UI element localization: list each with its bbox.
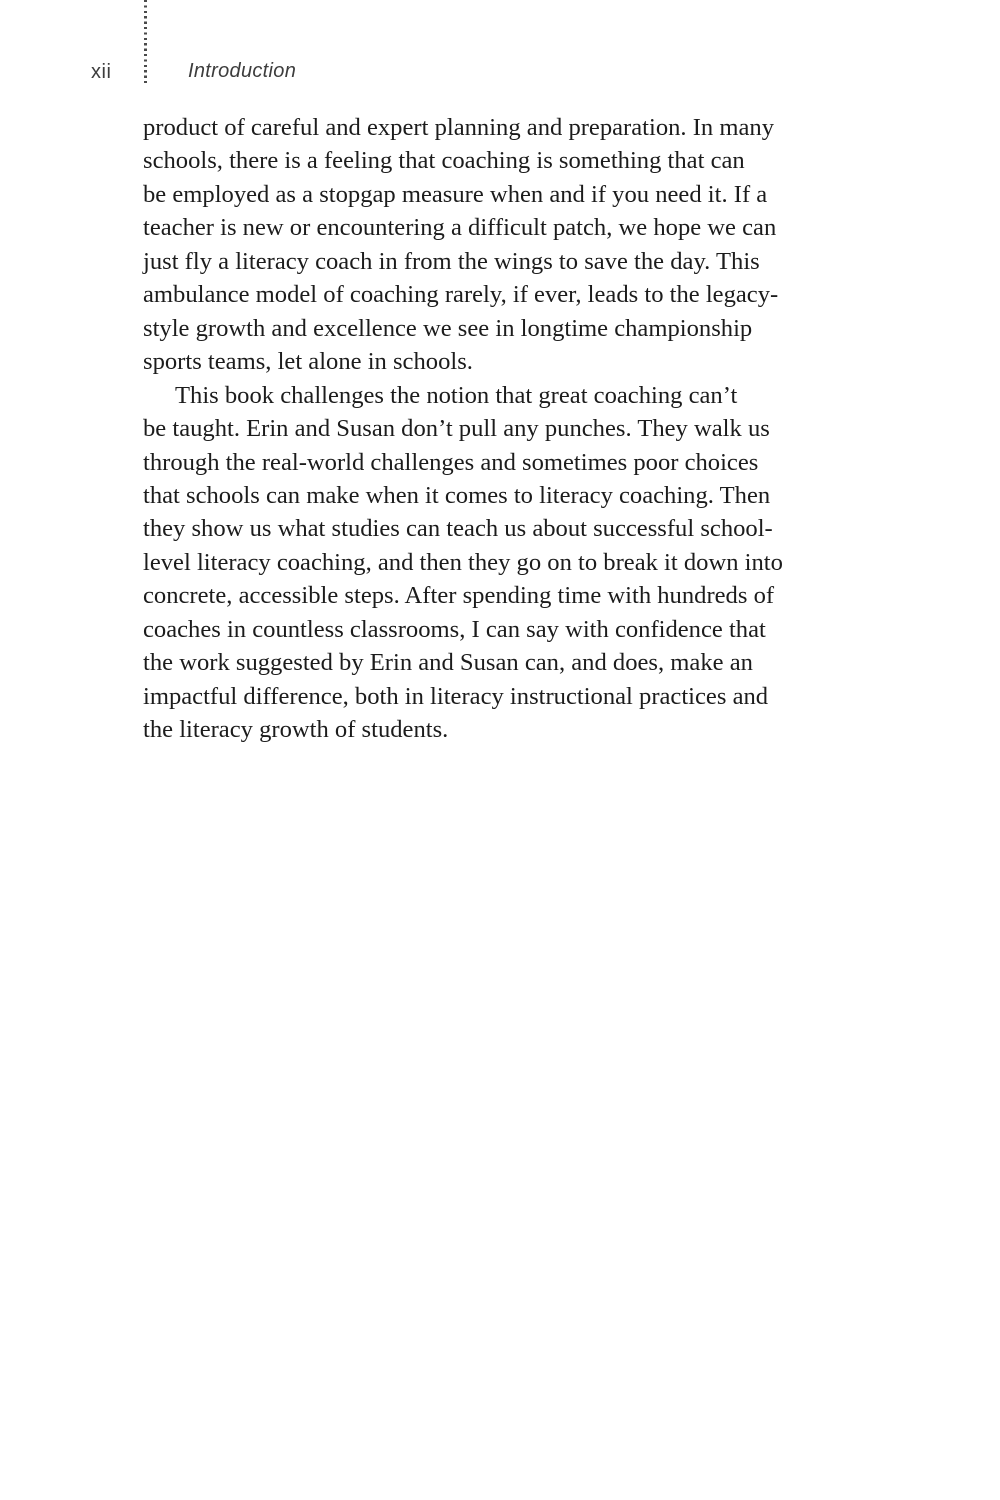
text-line: coaches in countless classrooms, I can say with confidence that [143, 615, 766, 643]
text-line: they show us what studies can teach us about successful school- [143, 515, 773, 543]
text-line: that schools can make when it comes to literacy coaching. Then [143, 481, 771, 509]
text-line: product of careful and expert planning and preparation. In many [143, 114, 774, 141]
text-line: This book challenges the notion that great coaching can’t [175, 381, 738, 409]
text-line: concrete, accessible steps. After spending time with hundreds of [143, 582, 775, 610]
paragraph-1 [143, 111, 868, 379]
text-line: the work suggested by Erin and Susan can, and does, make an [143, 649, 753, 677]
dotted-divider [144, 0, 147, 84]
text-line: style growth and excellence we see in longtime championship [143, 314, 753, 342]
text-line: teacher is new or encountering a difficult patch, we hope we can [143, 214, 777, 242]
body-text [143, 111, 868, 747]
text-line: just fly a literacy coach in from the wings to save the day. This [143, 247, 760, 275]
running-head: Introduction [188, 60, 297, 82]
text-line: impactful difference, both in literacy instructional practices and [143, 682, 769, 710]
text-line: be taught. Erin and Susan don’t pull any punches. They walk us [143, 415, 770, 443]
page-number: xii [91, 61, 112, 83]
text-line: sports teams, let alone in schools. [143, 348, 473, 376]
text-line: through the real-world challenges and sometimes poor choices [143, 448, 759, 476]
text-line: level literacy coaching, and then they go on to break it down into [143, 548, 783, 576]
text-line: ambulance model of coaching rarely, if ever, leads to the legacy- [143, 281, 779, 309]
paragraph-2 [143, 379, 868, 747]
text-line: be employed as a stopgap measure when and if you need it. If a [143, 180, 768, 208]
text-line: the literacy growth of students. [143, 716, 449, 744]
text-line: schools, there is a feeling that coaching is something that can [143, 147, 745, 175]
